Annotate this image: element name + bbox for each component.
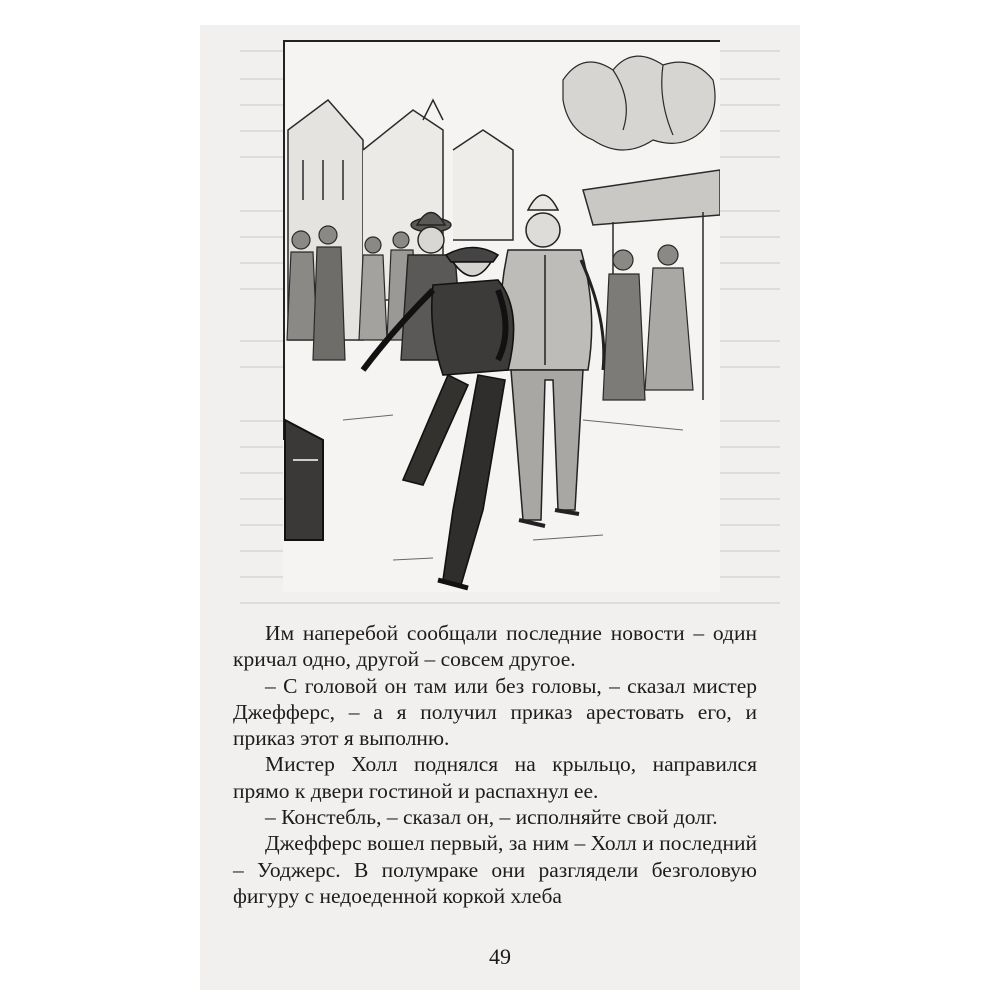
paragraph-1: Им наперебой сообщали последние новости – один кричал одно, другой – совсем другое. — [233, 621, 757, 672]
chase-illustration — [283, 40, 720, 592]
page-number: 49 — [489, 944, 511, 969]
paragraph-2: – С головой он там или без головы, – сказал мистер Джефферс, – а я получил приказ арестовать его, и приказ этот я выполню. — [233, 673, 757, 751]
paragraph-4: – Констебль, – сказал он, – исполняйте свой долг. — [265, 805, 718, 830]
body-text — [233, 620, 757, 909]
sketch-drawing — [283, 40, 720, 592]
paragraph-3: Мистер Холл поднялся на крыльцо, направился прямо к двери гостиной и распахнул ее. — [233, 752, 757, 803]
paragraph-5: Джефферс вошел первый, за ним – Холл и последний – Уоджерс. В полумраке они разглядели безголовую фигуру с недоеденной коркой хлеба — [233, 831, 757, 908]
